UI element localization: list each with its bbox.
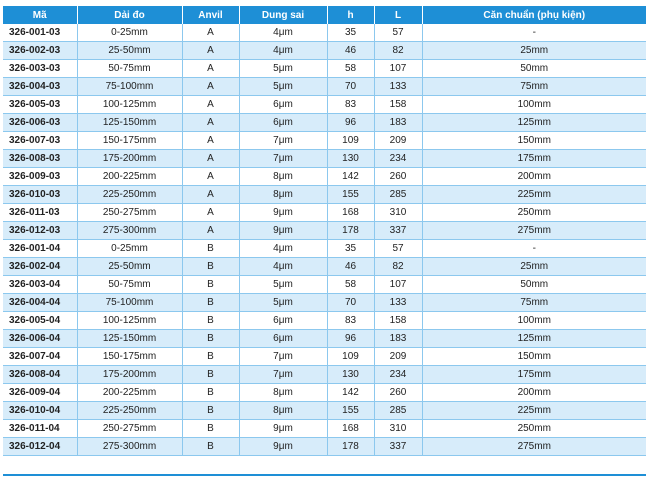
cell-code: 326-008-04 (3, 366, 77, 384)
table-row (3, 96, 646, 114)
cell-l: 57 (374, 24, 422, 42)
cell-range: 200-225mm (77, 168, 182, 186)
cell-tolerance: 9μm (239, 204, 327, 222)
cell-range: 175-200mm (77, 150, 182, 168)
cell-anvil: A (182, 96, 239, 114)
cell-h: 109 (327, 132, 374, 150)
cell-l: 310 (374, 204, 422, 222)
cell-range: 150-175mm (77, 348, 182, 366)
cell-tolerance: 8μm (239, 186, 327, 204)
cell-code: 326-002-03 (3, 42, 77, 60)
cell-anvil: A (182, 186, 239, 204)
cell-tolerance: 7μm (239, 366, 327, 384)
table-row (3, 294, 646, 312)
cell-anvil: B (182, 294, 239, 312)
table-row (3, 402, 646, 420)
cell-range: 125-150mm (77, 330, 182, 348)
table-row (3, 150, 646, 168)
header-tolerance: Dung sai (239, 6, 327, 24)
cell-code: 326-005-04 (3, 312, 77, 330)
cell-h: 178 (327, 438, 374, 456)
cell-standard: 150mm (422, 132, 646, 150)
cell-l: 234 (374, 366, 422, 384)
cell-h: 58 (327, 60, 374, 78)
cell-standard: 150mm (422, 348, 646, 366)
cell-tolerance: 7μm (239, 348, 327, 366)
table-bottom-rule (3, 474, 646, 476)
cell-l: 158 (374, 312, 422, 330)
cell-h: 130 (327, 150, 374, 168)
cell-range: 225-250mm (77, 186, 182, 204)
cell-l: 57 (374, 240, 422, 258)
cell-code: 326-010-03 (3, 186, 77, 204)
cell-code: 326-011-04 (3, 420, 77, 438)
cell-tolerance: 8μm (239, 384, 327, 402)
cell-l: 260 (374, 168, 422, 186)
cell-range: 275-300mm (77, 222, 182, 240)
cell-code: 326-006-04 (3, 330, 77, 348)
cell-l: 209 (374, 132, 422, 150)
cell-l: 107 (374, 276, 422, 294)
cell-l: 337 (374, 438, 422, 456)
spec-table-container (3, 6, 646, 456)
cell-range: 150-175mm (77, 132, 182, 150)
cell-h: 83 (327, 312, 374, 330)
cell-h: 178 (327, 222, 374, 240)
cell-anvil: A (182, 24, 239, 42)
cell-tolerance: 9μm (239, 438, 327, 456)
cell-anvil: B (182, 438, 239, 456)
cell-h: 35 (327, 24, 374, 42)
cell-standard: - (422, 24, 646, 42)
header-standard: Căn chuẩn (phụ kiện) (422, 6, 646, 24)
header-range: Dải đo (77, 6, 182, 24)
cell-anvil: A (182, 168, 239, 186)
cell-standard: 125mm (422, 330, 646, 348)
cell-tolerance: 6μm (239, 312, 327, 330)
cell-h: 142 (327, 168, 374, 186)
cell-anvil: B (182, 240, 239, 258)
cell-anvil: A (182, 60, 239, 78)
cell-h: 96 (327, 330, 374, 348)
cell-anvil: A (182, 132, 239, 150)
cell-standard: 275mm (422, 438, 646, 456)
cell-anvil: B (182, 348, 239, 366)
cell-tolerance: 7μm (239, 150, 327, 168)
cell-anvil: B (182, 258, 239, 276)
cell-code: 326-001-03 (3, 24, 77, 42)
cell-standard: 250mm (422, 420, 646, 438)
cell-code: 326-012-03 (3, 222, 77, 240)
cell-l: 310 (374, 420, 422, 438)
cell-standard: 250mm (422, 204, 646, 222)
cell-standard: 175mm (422, 366, 646, 384)
cell-range: 125-150mm (77, 114, 182, 132)
cell-l: 234 (374, 150, 422, 168)
cell-l: 337 (374, 222, 422, 240)
cell-range: 50-75mm (77, 276, 182, 294)
cell-h: 46 (327, 42, 374, 60)
cell-code: 326-009-03 (3, 168, 77, 186)
cell-standard: - (422, 240, 646, 258)
table-row (3, 420, 646, 438)
cell-code: 326-004-03 (3, 78, 77, 96)
cell-range: 250-275mm (77, 420, 182, 438)
cell-standard: 225mm (422, 186, 646, 204)
cell-standard: 75mm (422, 294, 646, 312)
header-anvil: Anvil (182, 6, 239, 24)
table-row (3, 186, 646, 204)
table-row (3, 276, 646, 294)
table-row (3, 42, 646, 60)
cell-standard: 50mm (422, 60, 646, 78)
header-row (3, 6, 646, 24)
cell-h: 155 (327, 402, 374, 420)
cell-tolerance: 4μm (239, 240, 327, 258)
cell-anvil: A (182, 204, 239, 222)
cell-h: 35 (327, 240, 374, 258)
cell-anvil: A (182, 114, 239, 132)
table-row (3, 240, 646, 258)
cell-range: 100-125mm (77, 312, 182, 330)
cell-code: 326-007-04 (3, 348, 77, 366)
cell-standard: 200mm (422, 168, 646, 186)
cell-range: 225-250mm (77, 402, 182, 420)
cell-h: 46 (327, 258, 374, 276)
cell-anvil: A (182, 78, 239, 96)
cell-l: 285 (374, 402, 422, 420)
cell-range: 100-125mm (77, 96, 182, 114)
cell-anvil: B (182, 402, 239, 420)
cell-standard: 50mm (422, 276, 646, 294)
cell-anvil: B (182, 384, 239, 402)
cell-standard: 75mm (422, 78, 646, 96)
cell-code: 326-004-04 (3, 294, 77, 312)
cell-range: 250-275mm (77, 204, 182, 222)
cell-range: 50-75mm (77, 60, 182, 78)
cell-l: 82 (374, 258, 422, 276)
cell-range: 75-100mm (77, 78, 182, 96)
cell-h: 96 (327, 114, 374, 132)
cell-range: 200-225mm (77, 384, 182, 402)
cell-l: 133 (374, 78, 422, 96)
cell-code: 326-006-03 (3, 114, 77, 132)
cell-tolerance: 4μm (239, 24, 327, 42)
cell-range: 25-50mm (77, 258, 182, 276)
cell-h: 58 (327, 276, 374, 294)
cell-range: 25-50mm (77, 42, 182, 60)
cell-l: 107 (374, 60, 422, 78)
cell-h: 130 (327, 366, 374, 384)
cell-code: 326-010-04 (3, 402, 77, 420)
cell-tolerance: 8μm (239, 402, 327, 420)
cell-l: 209 (374, 348, 422, 366)
table-row (3, 222, 646, 240)
table-row (3, 24, 646, 42)
header-h: h (327, 6, 374, 24)
cell-l: 183 (374, 330, 422, 348)
cell-tolerance: 5μm (239, 78, 327, 96)
cell-tolerance: 4μm (239, 258, 327, 276)
cell-code: 326-002-04 (3, 258, 77, 276)
cell-standard: 100mm (422, 96, 646, 114)
cell-l: 183 (374, 114, 422, 132)
cell-code: 326-001-04 (3, 240, 77, 258)
cell-h: 142 (327, 384, 374, 402)
cell-h: 83 (327, 96, 374, 114)
cell-h: 155 (327, 186, 374, 204)
table-row (3, 312, 646, 330)
cell-code: 326-012-04 (3, 438, 77, 456)
cell-code: 326-011-03 (3, 204, 77, 222)
cell-anvil: B (182, 312, 239, 330)
cell-tolerance: 8μm (239, 168, 327, 186)
table-row (3, 204, 646, 222)
cell-h: 70 (327, 294, 374, 312)
cell-l: 133 (374, 294, 422, 312)
cell-standard: 125mm (422, 114, 646, 132)
table-body (3, 24, 646, 456)
table-row (3, 384, 646, 402)
cell-standard: 175mm (422, 150, 646, 168)
cell-range: 0-25mm (77, 24, 182, 42)
table-row (3, 168, 646, 186)
cell-range: 75-100mm (77, 294, 182, 312)
cell-tolerance: 6μm (239, 114, 327, 132)
cell-code: 326-009-04 (3, 384, 77, 402)
cell-tolerance: 5μm (239, 60, 327, 78)
cell-h: 70 (327, 78, 374, 96)
table-row (3, 330, 646, 348)
header-code: Mã (3, 6, 77, 24)
cell-code: 326-005-03 (3, 96, 77, 114)
cell-standard: 25mm (422, 42, 646, 60)
table-row (3, 366, 646, 384)
cell-standard: 25mm (422, 258, 646, 276)
cell-h: 109 (327, 348, 374, 366)
cell-anvil: B (182, 366, 239, 384)
cell-code: 326-003-04 (3, 276, 77, 294)
cell-h: 168 (327, 204, 374, 222)
cell-anvil: A (182, 222, 239, 240)
cell-range: 175-200mm (77, 366, 182, 384)
cell-anvil: A (182, 150, 239, 168)
cell-tolerance: 7μm (239, 132, 327, 150)
cell-tolerance: 6μm (239, 330, 327, 348)
cell-range: 0-25mm (77, 240, 182, 258)
cell-tolerance: 5μm (239, 276, 327, 294)
cell-l: 82 (374, 42, 422, 60)
cell-tolerance: 4μm (239, 42, 327, 60)
cell-anvil: B (182, 420, 239, 438)
cell-tolerance: 9μm (239, 222, 327, 240)
table-row (3, 114, 646, 132)
spec-table (3, 6, 646, 456)
cell-l: 260 (374, 384, 422, 402)
cell-h: 168 (327, 420, 374, 438)
table-row (3, 348, 646, 366)
cell-code: 326-003-03 (3, 60, 77, 78)
cell-standard: 200mm (422, 384, 646, 402)
cell-l: 285 (374, 186, 422, 204)
cell-standard: 275mm (422, 222, 646, 240)
table-row (3, 78, 646, 96)
cell-tolerance: 6μm (239, 96, 327, 114)
cell-standard: 100mm (422, 312, 646, 330)
header-l: L (374, 6, 422, 24)
table-row (3, 438, 646, 456)
table-row (3, 258, 646, 276)
cell-anvil: A (182, 42, 239, 60)
table-row (3, 60, 646, 78)
cell-anvil: B (182, 330, 239, 348)
cell-l: 158 (374, 96, 422, 114)
cell-tolerance: 5μm (239, 294, 327, 312)
cell-code: 326-007-03 (3, 132, 77, 150)
cell-code: 326-008-03 (3, 150, 77, 168)
cell-anvil: B (182, 276, 239, 294)
table-row (3, 132, 646, 150)
cell-range: 275-300mm (77, 438, 182, 456)
cell-standard: 225mm (422, 402, 646, 420)
cell-tolerance: 9μm (239, 420, 327, 438)
